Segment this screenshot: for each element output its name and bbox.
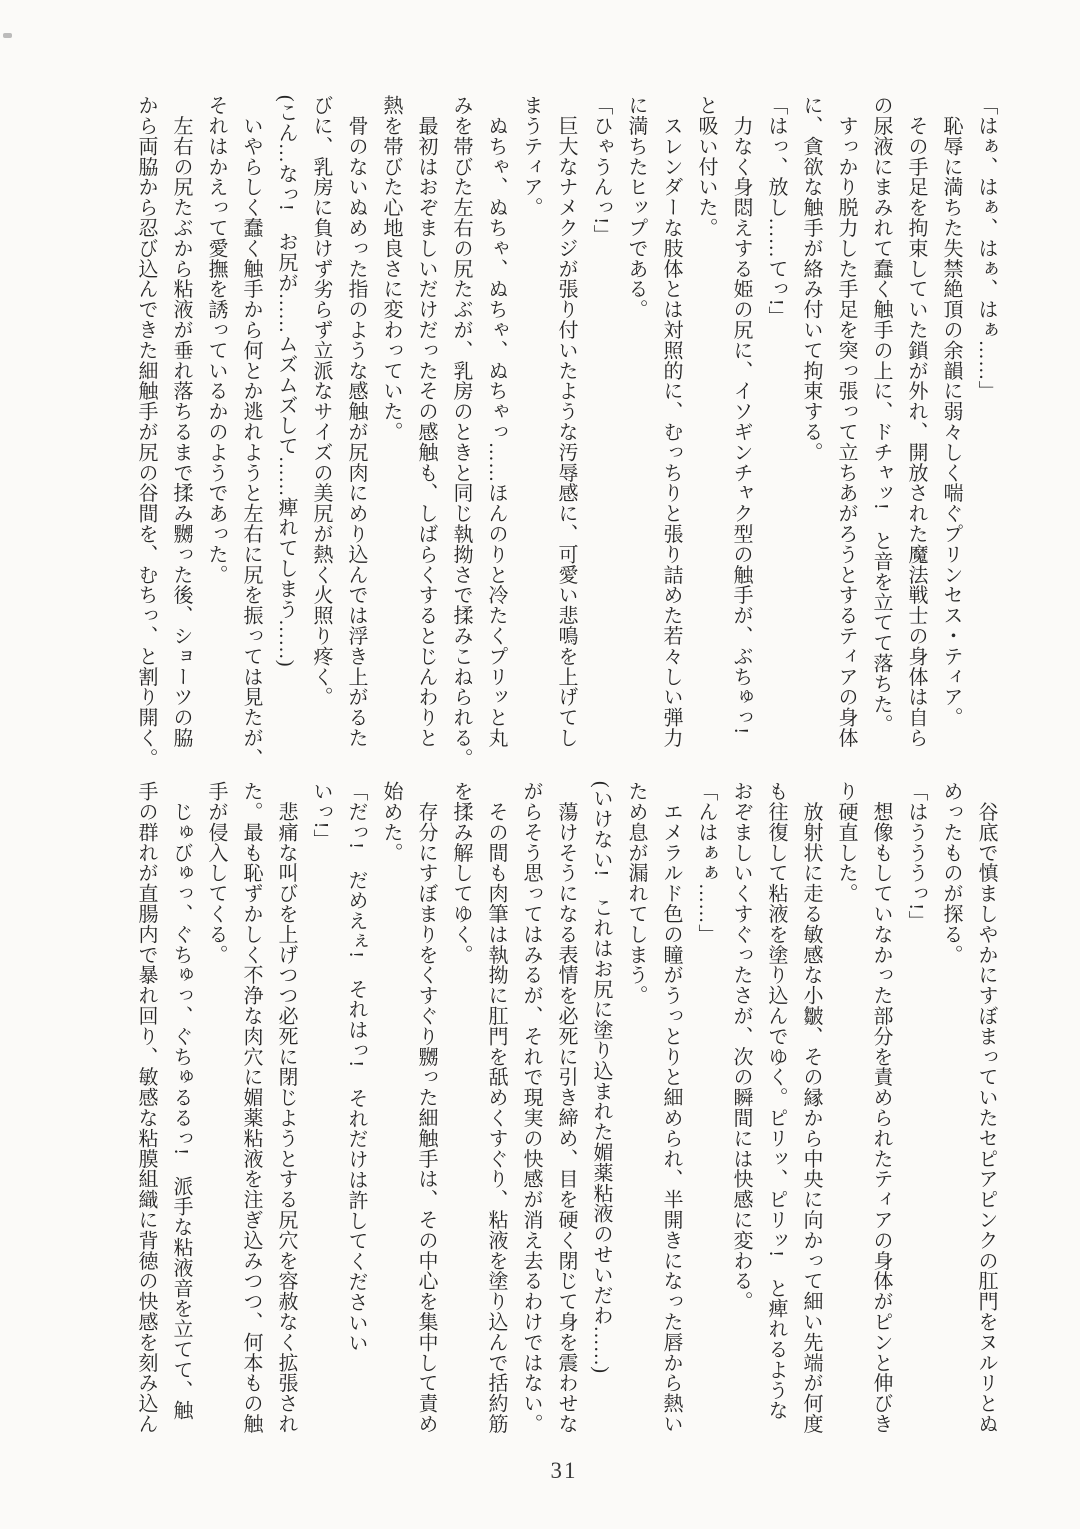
text-column: 「んはぁぁ……」 — [695, 781, 717, 945]
text-column: エメラルド色の瞳がうっとりと細められ、半開きになった唇から熱い — [660, 781, 682, 1434]
text-column: に、貪欲な触手が絡み付いて拘束する。 — [800, 95, 822, 463]
text-column: 想像もしていなかった部分を責められたティアの身体がピンと伸びき — [870, 781, 892, 1434]
text-column: 存分にすぼまりをくすぐり嬲った細触手は、その中心を集中して責め — [415, 781, 437, 1434]
text-column: 「はっ、放し……てっ!」 — [765, 95, 787, 327]
text-column: 左右の尻たぶから粘液が垂れ落ちるまで揉み嬲った後、ショーツの脇 — [170, 95, 192, 748]
text-column: 悲痛な叫びを上げつつ必死に閉じようとする尻穴を容赦なく拡張され — [275, 781, 297, 1434]
text-column: スレンダーな肢体とは対照的に、むっちりと張り詰めた若々しい弾力 — [660, 95, 682, 748]
text-column: も往復して粘液を塗り込んでゆく。ピリッ、ピリッ! と痺れるような — [765, 781, 787, 1421]
text-column: 手が侵入してくる。 — [205, 781, 227, 965]
text-column: おぞましいくすぐったさが、次の瞬間には快感に変わる。 — [730, 781, 752, 1312]
text-column: と吸い付いた。 — [695, 95, 717, 238]
text-column: まうティア。 — [520, 95, 542, 218]
text-column: を揉み解してゆく。 — [450, 781, 472, 965]
text-column: 「ひゃうんっ!」 — [590, 95, 612, 245]
top-text-block — [127, 95, 1003, 769]
text-column: 恥辱に満ちた失禁絶頂の余韻に弱々しく喘ぐプリンセス・ティア。 — [940, 95, 962, 728]
text-column: じゅびゅっ、ぐちゅっ、ぐちゅるるっ! 派手な粘液音を立てて、触 — [170, 781, 192, 1421]
text-column: 最初はおぞましいだけだったその感触も、しばらくするとじんわりと — [415, 95, 437, 748]
text-column: すっかり脱力した手足を突っ張って立ちあがろうとするティアの身体 — [835, 95, 857, 748]
text-column: ため息が漏れてしまう。 — [625, 781, 647, 1006]
text-column: 放射状に走る敏感な小皺、その縁から中央に向かって細い先端が何度 — [800, 781, 822, 1434]
text-column: 巨大なナメクジが張り付いたような汚辱感に、可愛い悲鳴を上げてし — [555, 95, 577, 748]
text-column: その手足を拘束していた鎖が外れ、開放された魔法戦士の身体は自ら — [905, 95, 927, 748]
bottom-text-block — [127, 781, 1003, 1455]
text-column: から両脇から忍び込んできた細触手が尻の谷間を、むちっ、と割り開く。 — [135, 95, 157, 769]
text-column: 蕩けそうになる表情を必死に引き締め、目を硬く閉じて身を震わせな — [555, 781, 577, 1434]
text-column: に満ちたヒップである。 — [625, 95, 647, 320]
text-column: がらそう思ってはみるが、それで現実の快感が消え去るわけではない。 — [520, 781, 542, 1434]
text-column: た。最も恥ずかしく不浄な肉穴に媚薬粘液を注ぎ込みつつ、何本もの触 — [240, 781, 262, 1434]
text-column: の尿液にまみれて蠢く触手の上に、ドチャッ! と音を立てて落ちた。 — [870, 95, 892, 735]
text-column: り硬直した。 — [835, 781, 857, 904]
text-column: 始めた。 — [380, 781, 402, 863]
text-column: びに、乳房に負けず劣らず立派なサイズの美尻が熱く火照り疼く。 — [310, 95, 332, 707]
page-number: 31 — [550, 1458, 578, 1483]
text-column: いっ!」 — [310, 781, 332, 850]
scan-artifact-speck — [3, 33, 12, 38]
text-column: 手の群れが直腸内で暴れ回り、敏感な粘膜組織に背徳の快感を刻み込ん — [135, 781, 157, 1434]
text-column: (こん…なっ! お尻が……ムズムズして……痺れてしまう……) — [275, 95, 297, 667]
text-column: 力なく身悶えする姫の尻に、イソギンチャク型の触手が、ぶちゅっ! — [730, 95, 752, 735]
text-column: (いけない! これはお尻に塗り込まれた媚薬粘液のせいだわ……) — [590, 781, 612, 1374]
text-column: みを帯びた左右の尻たぶが、乳房のときと同じ執拗さで揉みこねられる。 — [450, 95, 472, 769]
text-column: いやらしく蠢く触手から何とか逃れようと左右に尻を振っては見たが、 — [240, 95, 262, 769]
text-column: それはかえって愛撫を誘っているかのようであった。 — [205, 95, 227, 585]
text-column: ぬちゃ、ぬちゃ、ぬちゃ、ぬちゃっ……ほんのりと冷たくプリッと丸 — [485, 95, 507, 748]
text-column: 「はぁ、はぁ、はぁ、はぁ……」 — [975, 95, 997, 401]
text-column: その間も肉筆は執拗に肛門を舐めくすぐり、粘液を塗り込んで括約筋 — [485, 781, 507, 1434]
text-column: めったものが探る。 — [940, 781, 962, 965]
text-column: 「だっ! だめえぇ! それはっ! それだけは許してくださいい — [345, 781, 367, 1353]
text-column: 骨のないぬめった指のような感触が尻肉にめり込んでは浮き上がるた — [345, 95, 367, 748]
text-column: 「はうううっ!」 — [905, 781, 927, 931]
text-column: 谷底で慎ましやかにすぼまっていたセピアピンクの肛門をヌルリとぬ — [975, 781, 997, 1434]
text-column: 熱を帯びた心地良さに変わっていた。 — [380, 95, 402, 442]
